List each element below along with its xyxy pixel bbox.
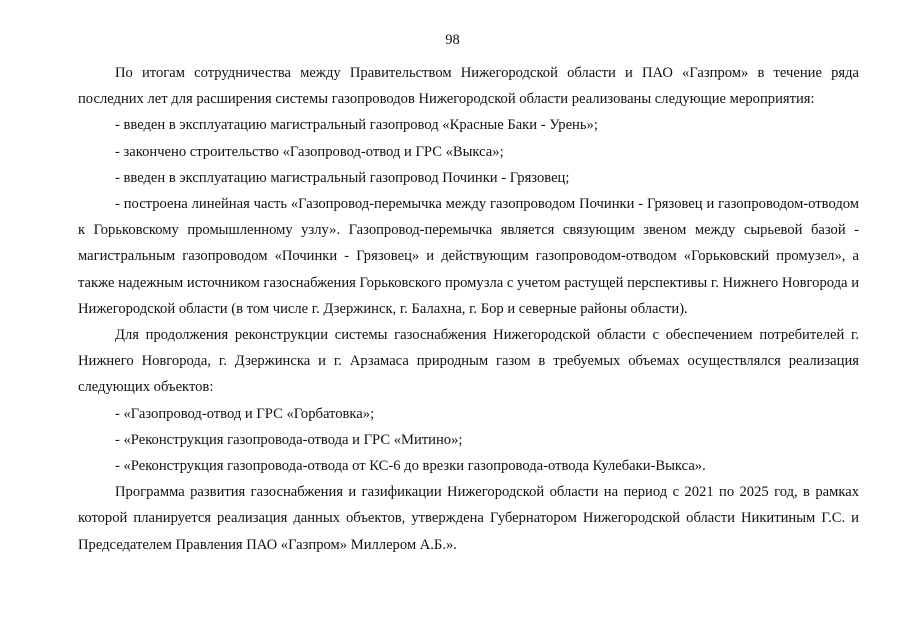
intro-paragraph: По итогам сотрудничества между Правительством Нижегородской области и ПАО «Газпром» в течение ряда последних лет для расширения системы газопроводов Нижегородской области реализованы следующие мероприятия:: [78, 65, 859, 108]
list-item: - введен в эксплуатацию магистральный газопровод Починки - Грязовец;: [115, 169, 570, 186]
list-item: - введен в эксплуатацию магистральный газопровод «Красные Баки - Урень»;: [115, 117, 598, 134]
list-item: - закончено строительство «Газопровод-отвод и ГРС «Выкса»;: [115, 143, 504, 160]
list-item: - «Реконструкция газопровода-отвода и ГРС «Митино»;: [115, 431, 463, 448]
list-item: - «Газопровод-отвод и ГРС «Горбатовка»;: [115, 405, 375, 422]
list-item: - построена линейная часть «Газопровод-перемычка между газопроводом Починки - Грязовец и газопроводом-отводом к Горьковскому промышленному узлу». Газопровод-перемычка является связующим звеном между сырьевой базой - магистральным газопроводом «Починки - Грязовец» и действующим газопроводом-отводом «Горьковский промузел», а также надежным источником газоснабжения Горьковского промузла с учетом растущей перспективы г. Нижнего Новгорода и Нижегородской области (в том числе г. Дзержинск, г. Балахна, г. Бор и северные районы области).: [78, 196, 859, 317]
closing-paragraph: Программа развития газоснабжения и газификации Нижегородской области на период с 2021 по 2025 год, в рамках которой планируется реализация данных объектов, утверждена Губернатором Нижегородской области Никитиным Г.С. и Председателем Правления ПАО «Газпром» Миллером А.Б.».: [78, 484, 859, 553]
body-paragraph: Для продолжения реконструкции системы газоснабжения Нижегородской области с обеспечением потребителей г. Нижнего Новгорода, г. Дзержинска и г. Арзамаса природным газом в требуемых объемах осуществлялся реализация следующих объектов:: [78, 327, 859, 396]
document-body: [78, 60, 859, 558]
page-number: 98: [445, 32, 460, 48]
list-item: - «Реконструкция газопровода-отвода от КС-6 до врезки газопровода-отвода Кулебаки-Выкса».: [115, 458, 706, 475]
